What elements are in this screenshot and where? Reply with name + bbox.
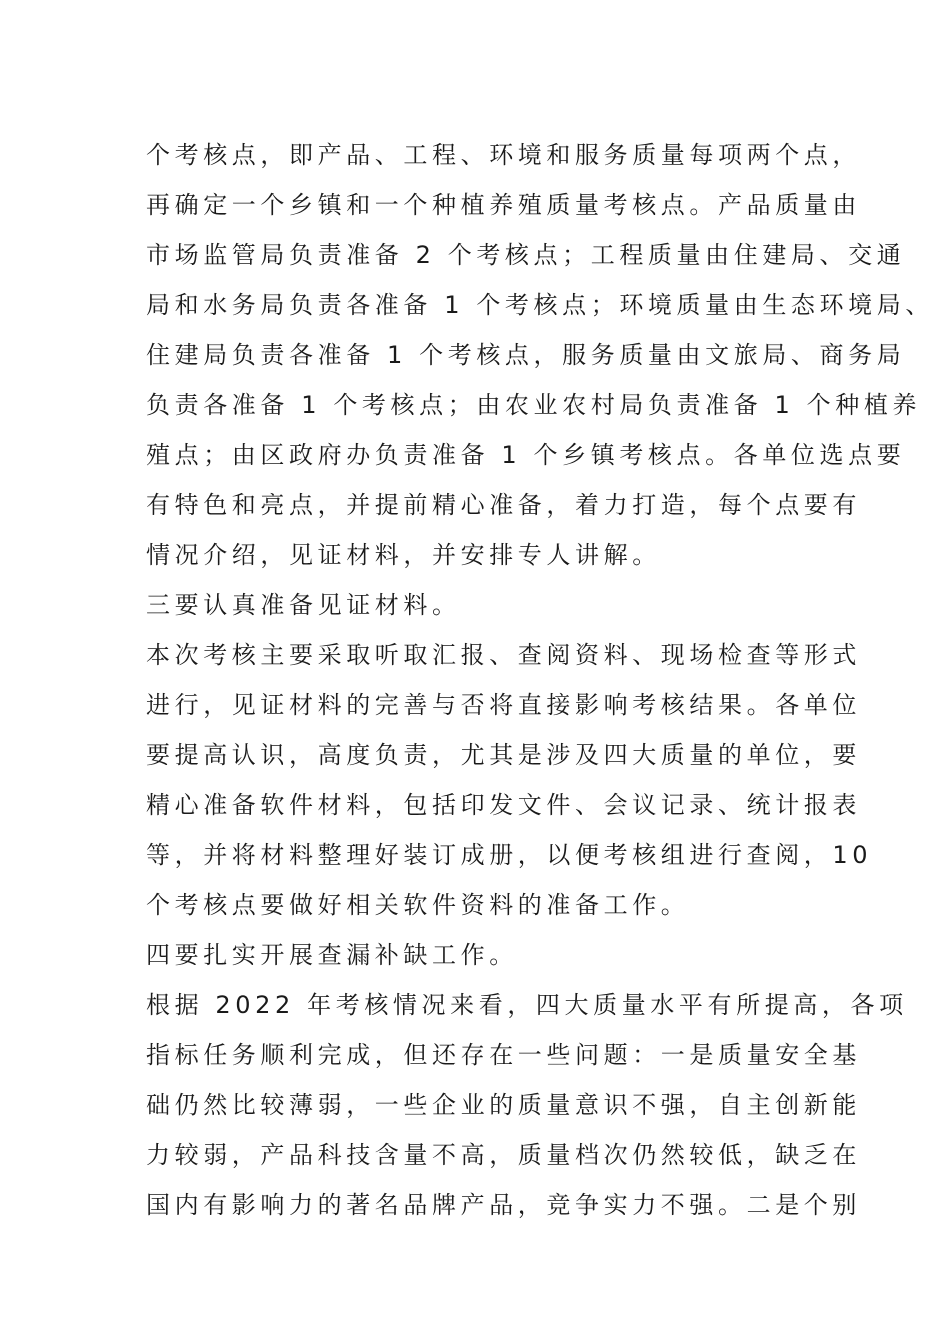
text-line: 国内有影响力的著名品牌产品，竞争实力不强。二是个别 [146,1191,861,1219]
text-line: 个考核点，即产品、工程、环境和服务质量每项两个点， [146,141,861,169]
text-line: 根据 2022 年考核情况来看，四大质量水平有所提高，各项 [146,991,908,1019]
text-line: 市场监管局负责准备 2 个考核点；工程质量由住建局、交通 [146,241,906,269]
text-line: 有特色和亮点，并提前精心准备，着力打造，每个点要有 [146,491,861,519]
text-line: 本次考核主要采取听取汇报、查阅资料、现场检查等形式 [146,641,861,669]
text-line: 精心准备软件材料，包括印发文件、会议记录、统计报表 [146,791,861,819]
text-line: 情况介绍，见证材料，并安排专人讲解。 [146,541,661,569]
text-line: 局和水务局负责各准备 1 个考核点；环境质量由生态环境局、 [146,291,934,319]
text-line: 再确定一个乡镇和一个种植养殖质量考核点。产品质量由 [146,191,861,219]
text-line: 进行，见证材料的完善与否将直接影响考核结果。各单位 [146,691,861,719]
body-text [146,130,936,1230]
section-heading-3: 三要认真准备见证材料。 [146,591,461,619]
text-line: 住建局负责各准备 1 个考核点，服务质量由文旅局、商务局 [146,341,906,369]
text-line: 个考核点要做好相关软件资料的准备工作。 [146,891,690,919]
text-line: 负责各准备 1 个考核点；由农业农村局负责准备 1 个种植养 [146,391,922,419]
text-line: 等，并将材料整理好装订成册，以便考核组进行查阅，10 [146,841,873,869]
text-line: 础仍然比较薄弱，一些企业的质量意识不强，自主创新能 [146,1091,861,1119]
section-heading-4: 四要扎实开展查漏补缺工作。 [146,941,518,969]
text-line: 力较弱，产品科技含量不高，质量档次仍然较低，缺乏在 [146,1141,861,1169]
text-line: 殖点；由区政府办负责准备 1 个乡镇考核点。各单位选点要 [146,441,906,469]
text-line: 要提高认识，高度负责，尤其是涉及四大质量的单位，要 [146,741,861,769]
text-line: 指标任务顺利完成，但还存在一些问题：一是质量安全基 [146,1041,861,1069]
